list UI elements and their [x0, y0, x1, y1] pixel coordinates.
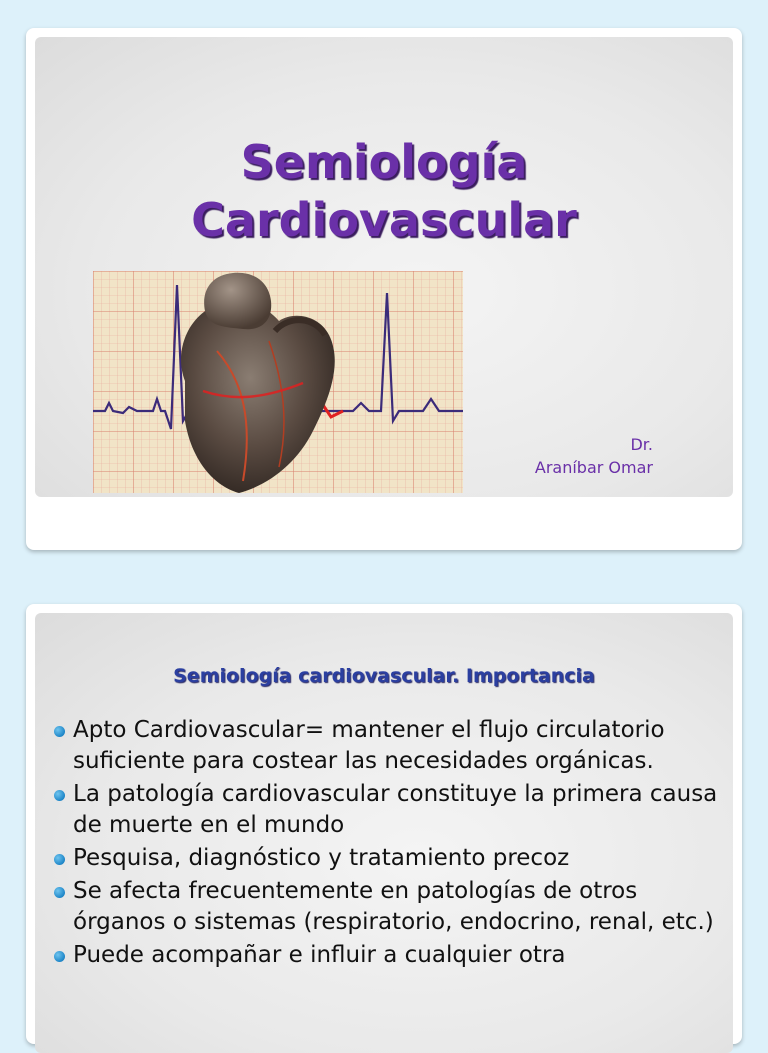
bullet-dot-icon	[54, 951, 65, 962]
heart-ecg-graphic	[93, 271, 463, 493]
bullet-list	[53, 715, 719, 973]
heart-ecg-image	[93, 271, 463, 493]
author-line-2: Araníbar Omar	[534, 458, 653, 477]
aorta	[204, 273, 271, 329]
list-item	[53, 779, 719, 841]
slide-title	[35, 133, 733, 249]
slide-1	[26, 28, 742, 550]
author	[535, 433, 653, 479]
list-item	[53, 843, 719, 874]
author-line-1: Dr.	[630, 435, 653, 454]
list-item	[53, 940, 719, 971]
list-item	[53, 715, 719, 777]
bullet-dot-icon	[54, 887, 65, 898]
slide-1-content	[35, 37, 733, 497]
slide-2	[26, 604, 742, 1044]
slide-title-line-1: Semiología	[240, 135, 528, 189]
bullet-text: Pesquisa, diagnóstico y tratamiento precoz	[73, 845, 570, 871]
bullet-dot-icon	[54, 790, 65, 801]
bullet-text: Puede acompañar e influir a cualquier otra	[73, 942, 566, 968]
bullet-text: Se afecta frecuentemente en patologías de otros órganos o sistemas (respiratorio, endocrino, renal, etc.)	[73, 878, 714, 935]
bullet-dot-icon	[54, 726, 65, 737]
slide-subtitle: Semiología cardiovascular. Importancia	[173, 665, 595, 687]
slide-title-line-2: Cardiovascular	[191, 193, 577, 247]
list-item	[53, 876, 719, 938]
bullet-text: Apto Cardiovascular= mantener el flujo circulatorio suficiente para costear las necesidades orgánicas.	[73, 717, 665, 774]
bullet-dot-icon	[54, 854, 65, 865]
slide-2-content	[35, 613, 733, 1053]
bullet-text: La patología cardiovascular constituye la primera causa de muerte en el mundo	[73, 781, 718, 838]
